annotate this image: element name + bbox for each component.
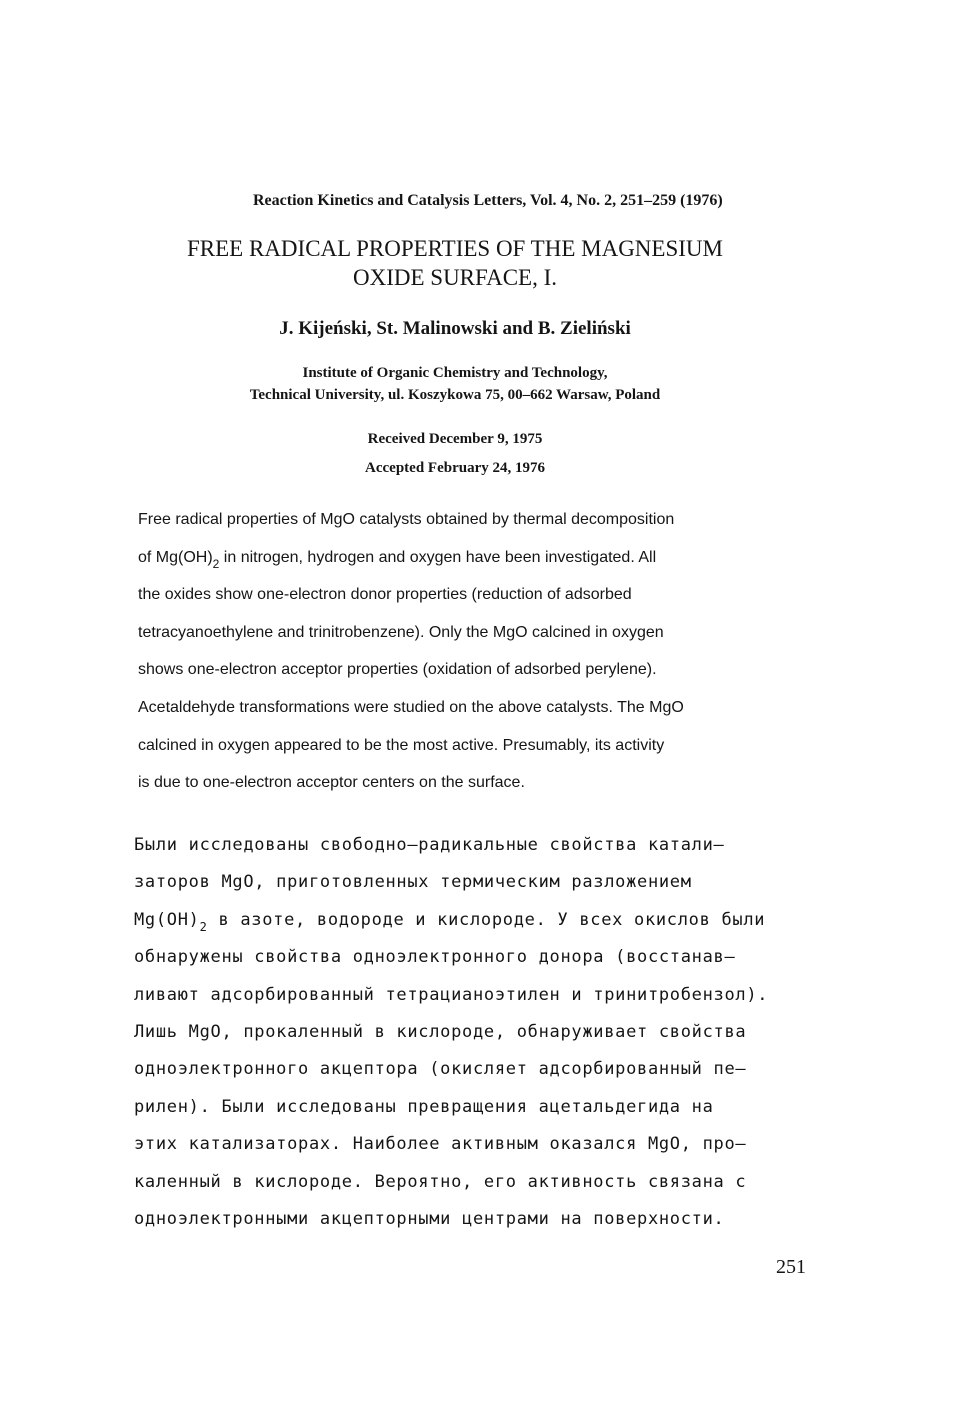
received-date: Received December 9, 1975 <box>367 431 543 447</box>
abstract-line: tetracyanoethylene and trinitrobenzene). Only the MgO calcined in oxygen <box>138 623 664 641</box>
abstract-line: заторов MgO, приготовленных термическим разложением <box>134 872 692 893</box>
title-line: OXIDE SURFACE, I. <box>352 265 558 290</box>
affiliation-line: Technical University, ul. Koszykowa 75, 00–662 Warsaw, Poland <box>249 387 661 403</box>
abstract-line: Free radical properties of MgO catalysts obtained by thermal decomposition <box>138 511 675 528</box>
title-line: FREE RADICAL PROPERTIES OF THE MAGNESIUM <box>187 236 723 261</box>
abstract-line: обнаружены свойства одноэлектронного донора (восстанав– <box>134 947 736 968</box>
journal-citation: Reaction Kinetics and Catalysis Letters, Vol. 4, No. 2, 251–259 (1976) <box>253 192 723 209</box>
abstract-english <box>138 507 838 808</box>
abstract-line: calcined in oxygen appeared to be the most active. Presumably, its activity <box>138 736 665 754</box>
formula-text: of Mg(OH) <box>138 548 213 566</box>
abstract-line: Лишь MgO, прокаленный в кислороде, обнаруживает свойства <box>134 1021 747 1042</box>
abstract-line: каленный в кислороде. Вероятно, его активность связана с <box>134 1171 747 1192</box>
subscript: 2 <box>199 919 208 934</box>
abstract-line: этих катализаторах. Наиболее активным оказался MgO, про– <box>134 1134 747 1155</box>
affiliation <box>120 362 790 406</box>
page-number: 251 <box>776 1256 806 1278</box>
abstract-line: ливают адсорбированный тетрацианоэтилен и тринитробензол). <box>134 984 769 1005</box>
formula-text: Mg(OH) <box>134 909 200 930</box>
abstract-russian <box>134 832 874 1243</box>
subscript: 2 <box>212 556 220 571</box>
abstract-line <box>138 545 838 583</box>
accepted-date: Accepted February 24, 1976 <box>365 460 545 476</box>
abstract-text: in nitrogen, hydrogen and oxygen have been investigated. All <box>219 548 657 566</box>
abstract-line: одноэлектронного акцептора (окисляет адсорбированный пе– <box>134 1059 747 1080</box>
abstract-line: Acetaldehyde transformations were studied on the above catalysts. The MgO <box>138 698 684 716</box>
author-list: J. Kijeński, St. Malinowski and B. Zieliński <box>279 318 631 339</box>
article-title <box>120 234 790 292</box>
abstract-line: is due to one-electron acceptor centers on the surface. <box>138 774 525 792</box>
abstract-line: shows one-electron acceptor properties (oxidation of adsorbed perylene). <box>138 661 657 679</box>
abstract-line: Были исследованы свободно–радикальные свойства катали– <box>134 835 725 855</box>
affiliation-line: Institute of Organic Chemistry and Technology, <box>302 365 608 381</box>
abstract-line: the oxides show one-electron donor properties (reduction of adsorbed <box>138 586 632 604</box>
abstract-line <box>134 907 874 944</box>
abstract-line: рилен). Были исследованы превращения ацетальдегида на <box>134 1096 714 1117</box>
submission-dates <box>120 425 790 483</box>
abstract-line: одноэлектронными акцепторными центрами на поверхности. <box>134 1208 725 1229</box>
abstract-text: в азоте, водороде и кислороде. У всех окислов были <box>207 909 766 930</box>
